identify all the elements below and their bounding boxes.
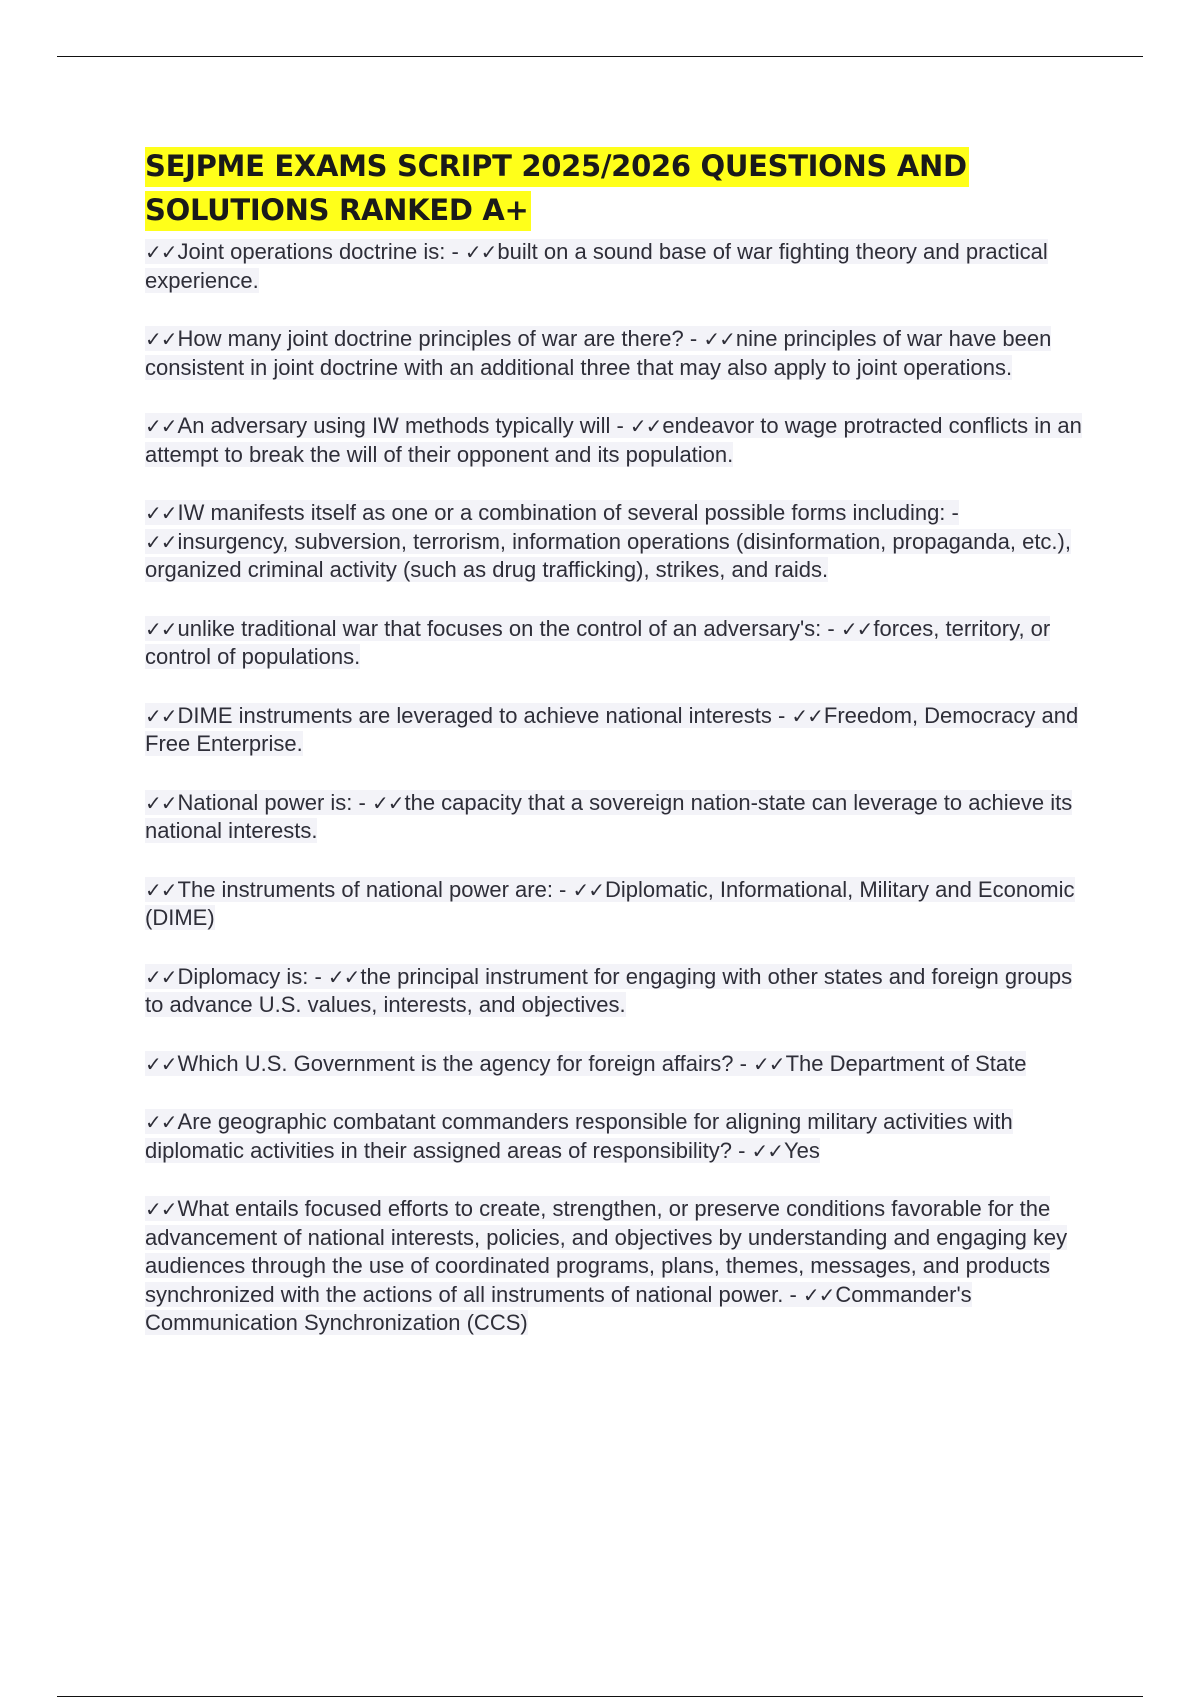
top-rule xyxy=(57,56,1143,57)
separator: - xyxy=(610,413,630,438)
check-mark-icon: ✓✓ xyxy=(572,877,605,902)
check-mark-icon: ✓✓ xyxy=(703,327,735,351)
separator: - xyxy=(783,1281,803,1307)
document-title xyxy=(145,144,1085,232)
separator: - xyxy=(945,500,959,525)
question-text: Diplomacy is: xyxy=(177,963,309,989)
check-mark-icon: ✓✓ xyxy=(629,414,662,438)
check-mark-icon: ✓✓ xyxy=(145,529,177,554)
qa-item xyxy=(145,325,1085,382)
qa-item xyxy=(145,963,1085,1020)
check-mark-icon: ✓✓ xyxy=(145,327,177,351)
qa-item xyxy=(145,789,1085,846)
answer-text: endeavor to wage protracted conflicts in an attempt to break the will of their opponent and its population. xyxy=(145,413,1082,467)
answer-text: built on a sound base of war fighting theory and practical experience. xyxy=(145,239,1048,293)
qa-item xyxy=(145,615,1085,672)
answer-text: forces, territory, or control of populations. xyxy=(145,615,1051,669)
check-mark-icon: ✓✓ xyxy=(840,616,873,641)
check-mark-icon: ✓✓ xyxy=(145,877,177,902)
separator: - xyxy=(771,702,792,728)
question-text: unlike traditional war that focuses on the control of an adversary's: xyxy=(177,615,822,641)
check-mark-icon: ✓✓ xyxy=(464,240,497,264)
separator: - xyxy=(731,1137,752,1163)
separator: - xyxy=(683,326,704,351)
question-text: Are geographic combatant commanders responsible for aligning military activities with diplomatic activities in their assigned areas of responsibility? xyxy=(145,1109,1013,1163)
check-mark-icon: ✓✓ xyxy=(145,1197,177,1221)
separator: - xyxy=(821,615,841,641)
question-text: Joint operations doctrine is: xyxy=(177,239,446,264)
title-highlight: SEJPME EXAMS SCRIPT 2025/2026 QUESTIONS AND SOLUTIONS RANKED A+ xyxy=(145,147,969,231)
answer-text: the principal instrument for engaging with other states and foreign groups to advance U.S. values, interests, and objectives. xyxy=(145,963,1073,1017)
question-text: The instruments of national power are: xyxy=(177,876,553,902)
check-mark-icon: ✓✓ xyxy=(145,1110,177,1134)
qa-item xyxy=(145,499,1085,585)
answer-text: Commander's Communication Synchronization (CCS) xyxy=(145,1281,972,1335)
check-mark-icon: ✓✓ xyxy=(145,964,177,989)
check-mark-icon: ✓✓ xyxy=(145,703,177,728)
answer-text: Diplomatic, Informational, Military and Economic (DIME) xyxy=(145,876,1075,930)
check-mark-icon: ✓✓ xyxy=(371,790,404,815)
question-text: National power is: xyxy=(177,789,353,815)
answer-text: The Department of State xyxy=(785,1050,1027,1076)
separator: - xyxy=(308,963,328,989)
check-mark-icon: ✓✓ xyxy=(327,964,360,989)
answer-text: the capacity that a sovereign nation-state can leverage to achieve its national interests. xyxy=(145,789,1073,843)
answer-text: nine principles of war have been consistent in joint doctrine with an additional three that may also apply to joint operations. xyxy=(145,326,1052,380)
separator: - xyxy=(445,239,465,264)
question-text: IW manifests itself as one or a combination of several possible forms including: xyxy=(177,500,946,525)
qa-item xyxy=(145,1108,1085,1165)
check-mark-icon: ✓✓ xyxy=(802,1282,835,1307)
separator: - xyxy=(352,789,372,815)
answer-text: Freedom, Democracy and Free Enterprise. xyxy=(145,702,1079,756)
check-mark-icon: ✓✓ xyxy=(751,1138,784,1163)
qa-item xyxy=(145,238,1085,295)
question-text: An adversary using IW methods typically will xyxy=(177,413,611,438)
qa-item xyxy=(145,412,1085,469)
qa-list xyxy=(145,238,1085,1338)
question-text: How many joint doctrine principles of war are there? xyxy=(177,326,684,351)
check-mark-icon: ✓✓ xyxy=(791,703,823,728)
separator: - xyxy=(733,1050,754,1076)
check-mark-icon: ✓✓ xyxy=(145,240,177,264)
bottom-rule xyxy=(57,1696,1143,1697)
answer-text: insurgency, subversion, terrorism, information operations (disinformation, propaganda, etc.), organized criminal activity (such as drug trafficking), strikes, and raids. xyxy=(145,528,1071,582)
question-text: What entails focused efforts to create, strengthen, or preserve conditions favorable for the advancement of national interests, policies, and objectives by understanding and engaging key audiences through the use of coordinated programs, plans, themes, messages, and products synchronized with the actions of all instruments of national power. xyxy=(145,1196,1068,1307)
qa-item xyxy=(145,702,1085,759)
question-text: Which U.S. Government is the agency for foreign affairs? xyxy=(177,1050,734,1076)
check-mark-icon: ✓✓ xyxy=(145,414,177,438)
check-mark-icon: ✓✓ xyxy=(145,790,177,815)
qa-item xyxy=(145,876,1085,933)
answer-text: Yes xyxy=(784,1137,820,1163)
qa-item xyxy=(145,1195,1085,1338)
check-mark-icon: ✓✓ xyxy=(753,1051,785,1076)
separator: - xyxy=(552,876,573,902)
question-text: DIME instruments are leveraged to achieve national interests xyxy=(177,702,772,728)
check-mark-icon: ✓✓ xyxy=(145,501,177,525)
check-mark-icon: ✓✓ xyxy=(145,616,177,641)
check-mark-icon: ✓✓ xyxy=(145,1051,177,1076)
document-body xyxy=(145,144,1085,1368)
qa-item xyxy=(145,1050,1085,1079)
